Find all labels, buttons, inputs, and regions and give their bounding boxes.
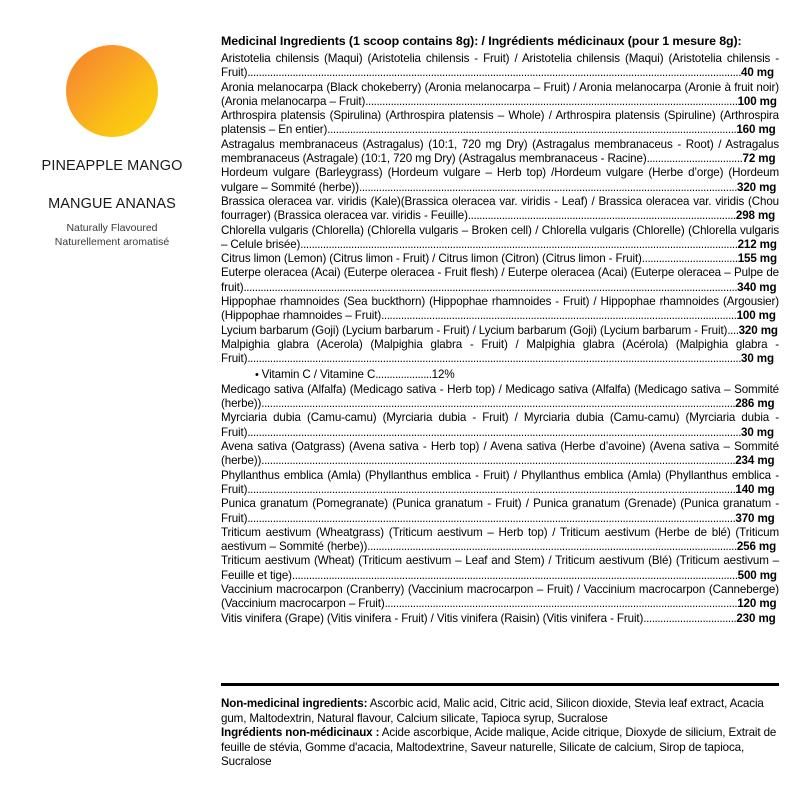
ingredient-name: Chlorella vulgaris (Chlorella) (Chlorella vulgaris – Broken cell) / Chlorella vulgaris (Chlorelle) (Chlorella vulgaris – Celule brisée) bbox=[221, 223, 779, 251]
non-medicinal-en bbox=[221, 697, 779, 726]
ingredient-amount: 500 mg bbox=[737, 568, 777, 582]
dot-leader: ........................................................................................................................................................................ bbox=[261, 454, 736, 468]
ingredient-amount: 256 mg bbox=[736, 540, 777, 554]
dot-leader: ................................. bbox=[643, 611, 737, 625]
ingredient-amount: 155 mg bbox=[737, 252, 777, 266]
non-medicinal-ingredients-section bbox=[221, 697, 779, 770]
ingredient-row bbox=[221, 411, 779, 440]
ingredient-amount: 320 mg bbox=[738, 323, 778, 337]
ingredient-amount: 100 mg bbox=[737, 94, 777, 108]
ingredient-row bbox=[221, 612, 779, 626]
ingredient-row bbox=[221, 266, 779, 295]
ingredient-amount: 30 mg bbox=[741, 425, 774, 439]
ingredient-name: Citrus limon (Lemon) (Citrus limon - Fruit) / Citrus limon (Citron) (Citrus limon - Fruit) bbox=[221, 252, 642, 266]
ingredient-amount: 340 mg bbox=[737, 280, 777, 294]
subitem-name: Vitamin C / Vitamine C bbox=[261, 367, 376, 381]
dot-leader: ............................................................................................................................................................................... bbox=[247, 352, 742, 366]
ingredient-row bbox=[221, 224, 779, 253]
non-medicinal-fr-text: Acide ascorbique, Acide malique, Acide citrique, Dioxyde de silicium, Extrait de feuille de stévia, Gomme d'acacia, Maltodextrine, Saveur naturelle, Silicate de calcium, Sirop de tapioca, Sucralose bbox=[221, 726, 777, 769]
ingredient-name: Malpighia glabra (Acerola) (Malpighia glabra - Fruit) / Malpighia glabra (Acérola) (Malpighia glabra - Fruit) bbox=[221, 337, 779, 366]
ingredient-name: Astragalus membranaceus (Astragalus) (10:1, 720 mg Dry) (Astragalus membranaceus - Root) / Astragalus membranaceus (Astragale) (10:1, 720 mg Dry) (Astragalus membranaceus - Racine) bbox=[221, 137, 779, 166]
dot-leader: ............................................................................................................................................................................. bbox=[247, 511, 736, 525]
ingredient-row bbox=[221, 469, 779, 498]
ingredient-name: Avena sativa (Oatgrass) (Avena sativa - Herb top) / Avena sativa (Herbe d’avoine) (Avena sativa – Sommité (herbe)) bbox=[221, 440, 779, 468]
ingredient-amount: 40 mg bbox=[741, 66, 774, 80]
ingredient-name: Lycium barbarum (Goji) (Lycium barbarum - Fruit) / Lycium barbarum (Goji) (Lycium barbarum - Fruit) bbox=[221, 323, 728, 337]
ingredient-amount: 100 mg bbox=[736, 309, 776, 323]
dot-leader: ............................................................................................................................................................................... bbox=[247, 425, 742, 439]
ingredient-name: Triticum aestivum (Wheat) (Triticum aestivum – Leaf and Stem) / Triticum aestivum (Blé) (Triticum aestivum – Feuille et tige) bbox=[221, 554, 779, 582]
ingredient-name: Myrciaria dubia (Camu-camu) (Myrciaria dubia - Fruit) / Myrciaria dubia (Camu-camu) (Myrciaria dubia - Fruit) bbox=[221, 411, 779, 439]
ingredient-row bbox=[221, 109, 779, 138]
flavour-note-en: Naturally Flavoured bbox=[66, 222, 158, 234]
ingredient-amount: 230 mg bbox=[736, 611, 776, 625]
product-name-fr: MANGUE ANANAS bbox=[48, 196, 176, 212]
ingredient-amount: 212 mg bbox=[737, 237, 777, 251]
ingredient-row bbox=[221, 295, 779, 324]
ingredient-name: Punica granatum (Pomegranate) (Punica granatum - Fruit) / Punica granatum (Grenade) (Punica granatum - Fruit) bbox=[221, 497, 779, 525]
dot-leader: ............................................................................................................................................................................... bbox=[243, 280, 738, 294]
dot-leader: .................................................................................................................................... bbox=[365, 94, 738, 108]
ingredient-amount: 30 mg bbox=[741, 352, 774, 366]
ingredient-amount: 120 mg bbox=[737, 597, 777, 611]
ingredient-name: Euterpe oleracea (Acai) (Euterpe oleracea - Fruit flesh) / Euterpe oleracea (Acai) (Euterpe oleracea – Pulpe de fruit) bbox=[221, 266, 779, 294]
dot-leader: ................................................................................................................................................. bbox=[327, 123, 737, 137]
product-name-en: PINEAPPLE MANGO bbox=[41, 158, 183, 174]
subitem-amount: 12% bbox=[431, 367, 455, 381]
ingredient-row bbox=[221, 52, 779, 81]
bullet-icon: • bbox=[255, 368, 262, 381]
ingredient-row bbox=[221, 338, 779, 367]
ingredient-row bbox=[221, 383, 779, 412]
dot-leader: ...................................................................................................................................... bbox=[359, 180, 738, 194]
ingredient-name: Medicago sativa (Alfalfa) (Medicago sativa - Herb top) / Medicago sativa (Alfalfa) (Medicago sativa – Sommité (herbe)) bbox=[221, 382, 779, 411]
ingredient-row bbox=[221, 440, 779, 469]
ingredient-row bbox=[221, 497, 779, 526]
dot-leader: .... bbox=[727, 323, 739, 337]
dot-leader: .............................................................................................................................. bbox=[381, 309, 737, 323]
section-divider bbox=[221, 683, 779, 686]
ingredient-row bbox=[221, 138, 779, 167]
ingredient-amount: 140 mg bbox=[735, 482, 775, 496]
brand-block bbox=[14, 30, 210, 249]
ingredient-name: Brassica oleracea var. viridis (Kale)(Brassica oleracea var. viridis - Leaf) / Brassica oleracea var. viridis (Chou fourrager) (Brassica oleracea var. viridis - Feuille) bbox=[221, 194, 779, 223]
dot-leader: .................................. bbox=[641, 252, 738, 266]
ingredient-name: Triticum aestivum (Wheatgrass) (Triticum aestivum – Herb top) / Triticum aestivum (Herbe de blé) (Triticum aestivum – Sommité (herbe)) bbox=[221, 525, 779, 554]
ingredient-amount: 370 mg bbox=[735, 511, 775, 525]
dot-leader: ............................................................................................................................. bbox=[384, 597, 738, 611]
ingredient-row bbox=[221, 252, 779, 266]
non-medicinal-fr-label: Ingrédients non-médicinaux : bbox=[221, 726, 380, 740]
ingredient-amount: 298 mg bbox=[735, 209, 776, 223]
dot-leader: ............................................................................................................................................................................. bbox=[247, 482, 736, 496]
ingredient-name: Aristotelia chilensis (Maqui) (Aristotelia chilensis - Fruit) / Aristotelia chilensis (Maqui) (Aristotelia chilensis - Fruit) bbox=[221, 52, 779, 80]
ingredient-amount: 320 mg bbox=[737, 180, 777, 194]
ingredient-name: Vaccinium macrocarpon (Cranberry) (Vaccinium macrocarpon – Fruit) / Vaccinium macrocarpon (Canneberge) (Vaccinium macrocarpon – Fruit) bbox=[221, 582, 779, 611]
dot-leader: ................................................................................................................................... bbox=[367, 540, 737, 554]
ingredient-amount: 286 mg bbox=[735, 397, 775, 411]
ingredient-amount: 72 mg bbox=[742, 152, 776, 166]
ingredient-name: Aronia melanocarpa (Black chokeberry) (Aronia melanocarpa – Fruit) / Aronia melanocarpa (Aronie à fruit noir) (Aronia melanocarpa – Fruit) bbox=[221, 80, 779, 108]
dot-leader: ........................................................................................................................................................... bbox=[300, 237, 738, 251]
ingredient-name: Phyllanthus emblica (Amla) (Phyllanthus emblica - Fruit) / Phyllanthus emblica (Amla) (Phyllanthus emblica - Fruit) bbox=[221, 468, 779, 496]
ingredient-amount: 160 mg bbox=[736, 123, 776, 137]
gradient-circle-logo-icon bbox=[66, 45, 158, 137]
non-medicinal-en-label: Non-medicinal ingredients: bbox=[221, 697, 368, 710]
dot-leader: ............................................................................................................................................................................... bbox=[247, 66, 742, 80]
subitem-dot-leader: .................... bbox=[375, 367, 432, 381]
non-medicinal-en-text: Ascorbic acid, Malic acid, Citric acid, Silicon dioxide, Stevia leaf extract, Acacia gum, Maltodextrin, Natural flavour, Calcium silicate, Tapioca syrup, Sucralose bbox=[221, 697, 764, 725]
ingredient-row bbox=[221, 166, 779, 195]
ingredient-row bbox=[221, 526, 779, 555]
ingredient-row bbox=[221, 81, 779, 110]
ingredient-amount: 234 mg bbox=[735, 454, 775, 468]
ingredient-row bbox=[221, 583, 779, 612]
dot-leader: .............................................................................................................................................................. bbox=[291, 568, 738, 582]
ingredient-subitem bbox=[221, 368, 779, 382]
ingredient-name: Hippophae rhamnoides (Sea buckthorn) (Hippophae rhamnoides - Fruit) / Hippophae rhamnoides (Argousier) (Hippophae rhamnoides – Fruit) bbox=[221, 295, 779, 323]
ingredient-row bbox=[221, 324, 779, 338]
ingredient-name: Vitis vinifera (Grape) (Vitis vinifera - Fruit) / Vitis vinifera (Raisin) (Vitis vinifera - Fruit) bbox=[221, 611, 644, 625]
medicinal-ingredients-list bbox=[221, 52, 779, 626]
ingredient-name: Arthrospira platensis (Spirulina) (Arthrospira platensis – Whole) / Arthrospira platensis (Spiruline) (Arthrospira platensis – En entier) bbox=[221, 109, 779, 137]
dot-leader: ............................................................................................... bbox=[467, 209, 736, 223]
dot-leader: .................................. bbox=[646, 152, 743, 166]
ingredient-row bbox=[221, 554, 779, 583]
dot-leader: ........................................................................................................................................................................ bbox=[261, 397, 736, 411]
medicinal-ingredients-title: Medicinal Ingredients (1 scoop contains 8g): / Ingrédients médicinaux (pour 1 mesure 8g): bbox=[221, 34, 742, 48]
non-medicinal-fr bbox=[221, 726, 779, 770]
ingredient-name: Hordeum vulgare (Barleygrass) (Hordeum vulgare – Herb top) /Hordeum vulgare (Herbe d’orge) (Hordeum vulgare – Sommité (herbe)) bbox=[221, 166, 779, 194]
medicinal-ingredients-section bbox=[221, 34, 779, 626]
flavour-note-fr: Naturellement aromatisé bbox=[54, 235, 170, 248]
ingredient-row bbox=[221, 195, 779, 224]
